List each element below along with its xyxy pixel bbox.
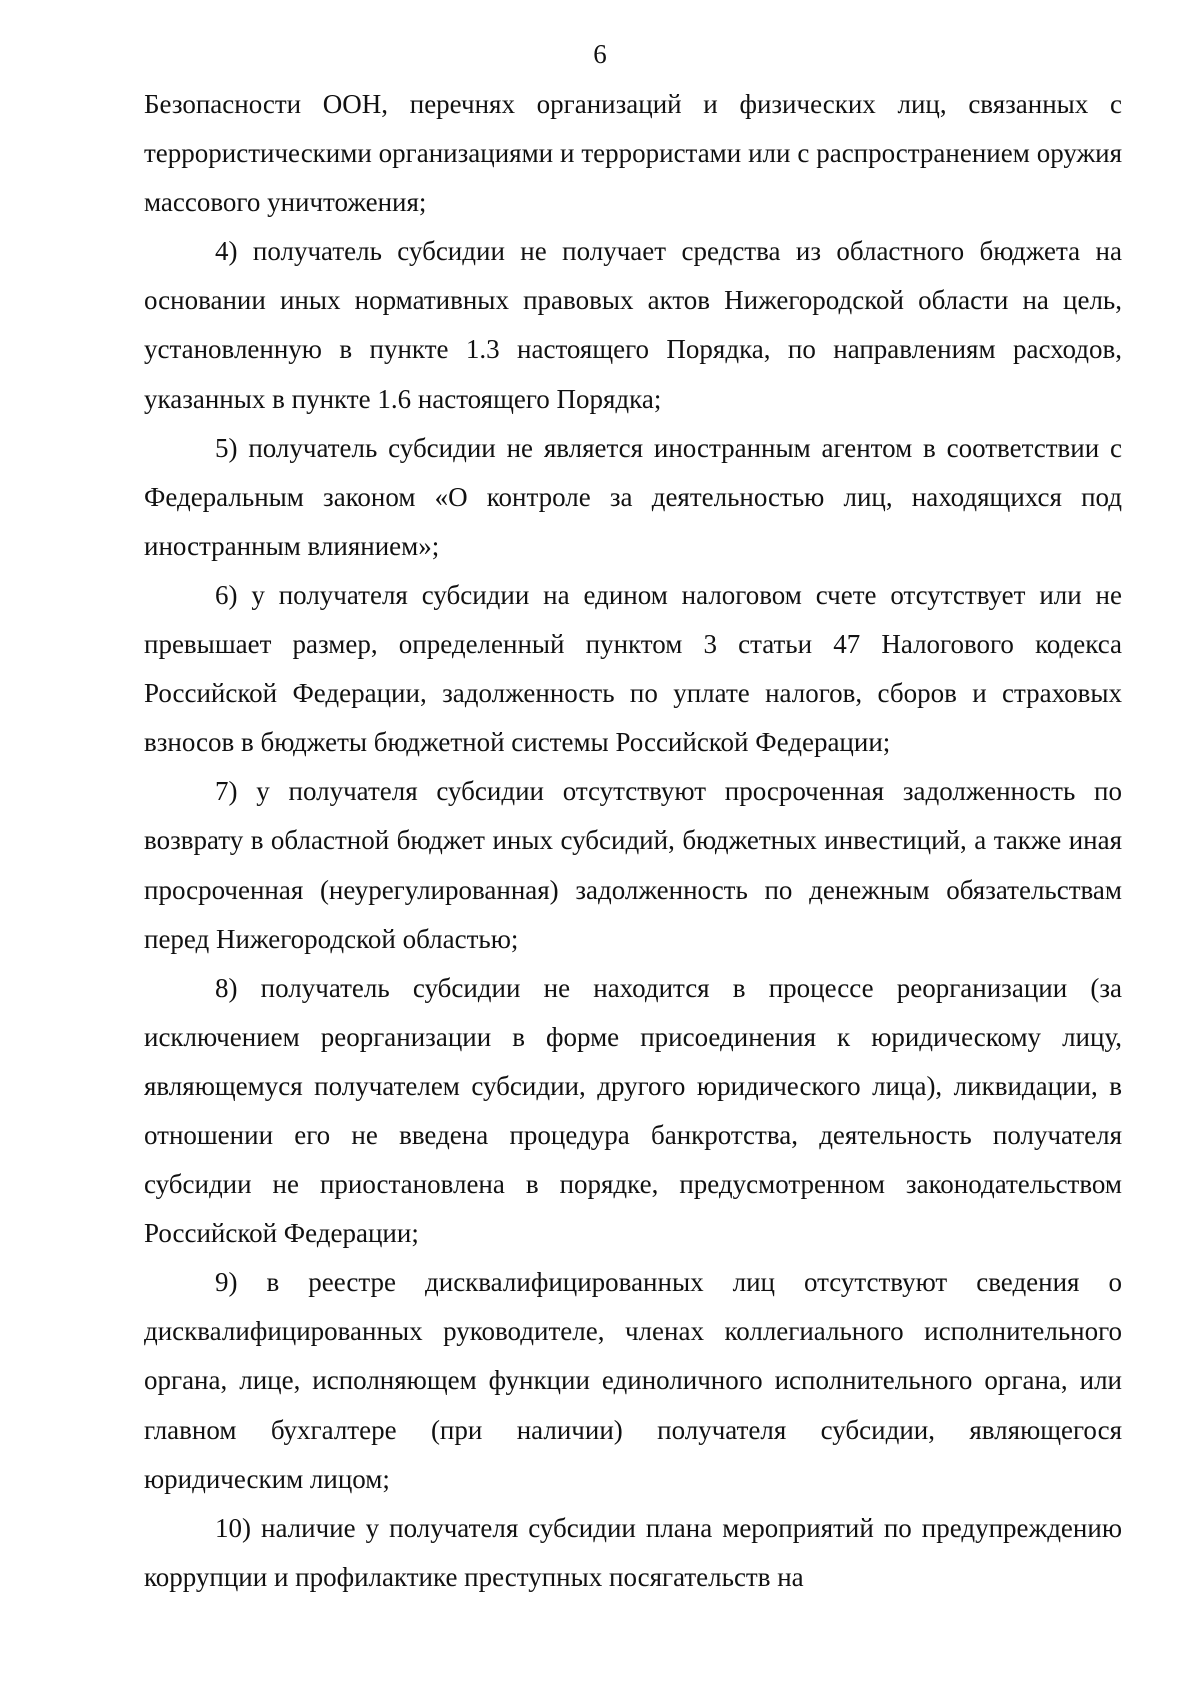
paragraph-item-8: 8) получатель субсидии не находится в процессе реорганизации (за исключением реорганизации в форме присоединения к юридическому лицу, являющемуся получателем субсидии, другого юридического лица), ликвидации, в отношении его не введена процедура банкротства, деятельность получателя субсидии не приостановлена в порядке, предусмотренном законодательством Российской Федерации;: [144, 972, 1122, 1249]
page-number: 6: [593, 39, 607, 69]
document-body: [144, 80, 1122, 1602]
paragraph-item-6: 6) у получателя субсидии на едином налоговом счете отсутствует или не превышает размер, определенный пунктом 3 статьи 47 Налогового кодекса Российской Федерации, задолженность по уплате налогов, сборов и страховых взносов в бюджеты бюджетной системы Российской Федерации;: [144, 579, 1122, 758]
paragraph-item-5: 5) получатель субсидии не является иностранным агентом в соответствии с Федеральным законом «О контроле за деятельностью лиц, находящихся под иностранным влиянием»;: [144, 432, 1122, 561]
paragraph-item-7: 7) у получателя субсидии отсутствуют просроченная задолженность по возврату в областной бюджет иных субсидий, бюджетных инвестиций, а также иная просроченная (неурегулированная) задолженность по денежным обязательствам перед Нижегородской областью;: [144, 776, 1122, 954]
paragraph-continuation: Безопасности ООН, перечнях организаций и физических лиц, связанных с террористическими организациями и террористами или с распространением оружия массового уничтожения;: [144, 89, 1122, 218]
paragraph-item-9: 9) в реестре дисквалифицированных лиц отсутствуют сведения о дисквалифицированных руководителе, членах коллегиального исполнительного органа, лице, исполняющем функции единоличного исполнительного органа, или главном бухгалтере (при наличии) получателя субсидии, являющегося юридическим лицом;: [144, 1267, 1122, 1494]
paragraph-item-4: 4) получатель субсидии не получает средства из областного бюджета на основании иных нормативных правовых актов Нижегородской области на цель, установленную в пункте 1.3 настоящего Порядка, по направлениям расходов, указанных в пункте 1.6 настоящего Порядка;: [144, 236, 1122, 414]
paragraph-item-10: 10) наличие у получателя субсидии плана мероприятий по предупреждению коррупции и профилактике преступных посягательств на: [144, 1512, 1122, 1592]
